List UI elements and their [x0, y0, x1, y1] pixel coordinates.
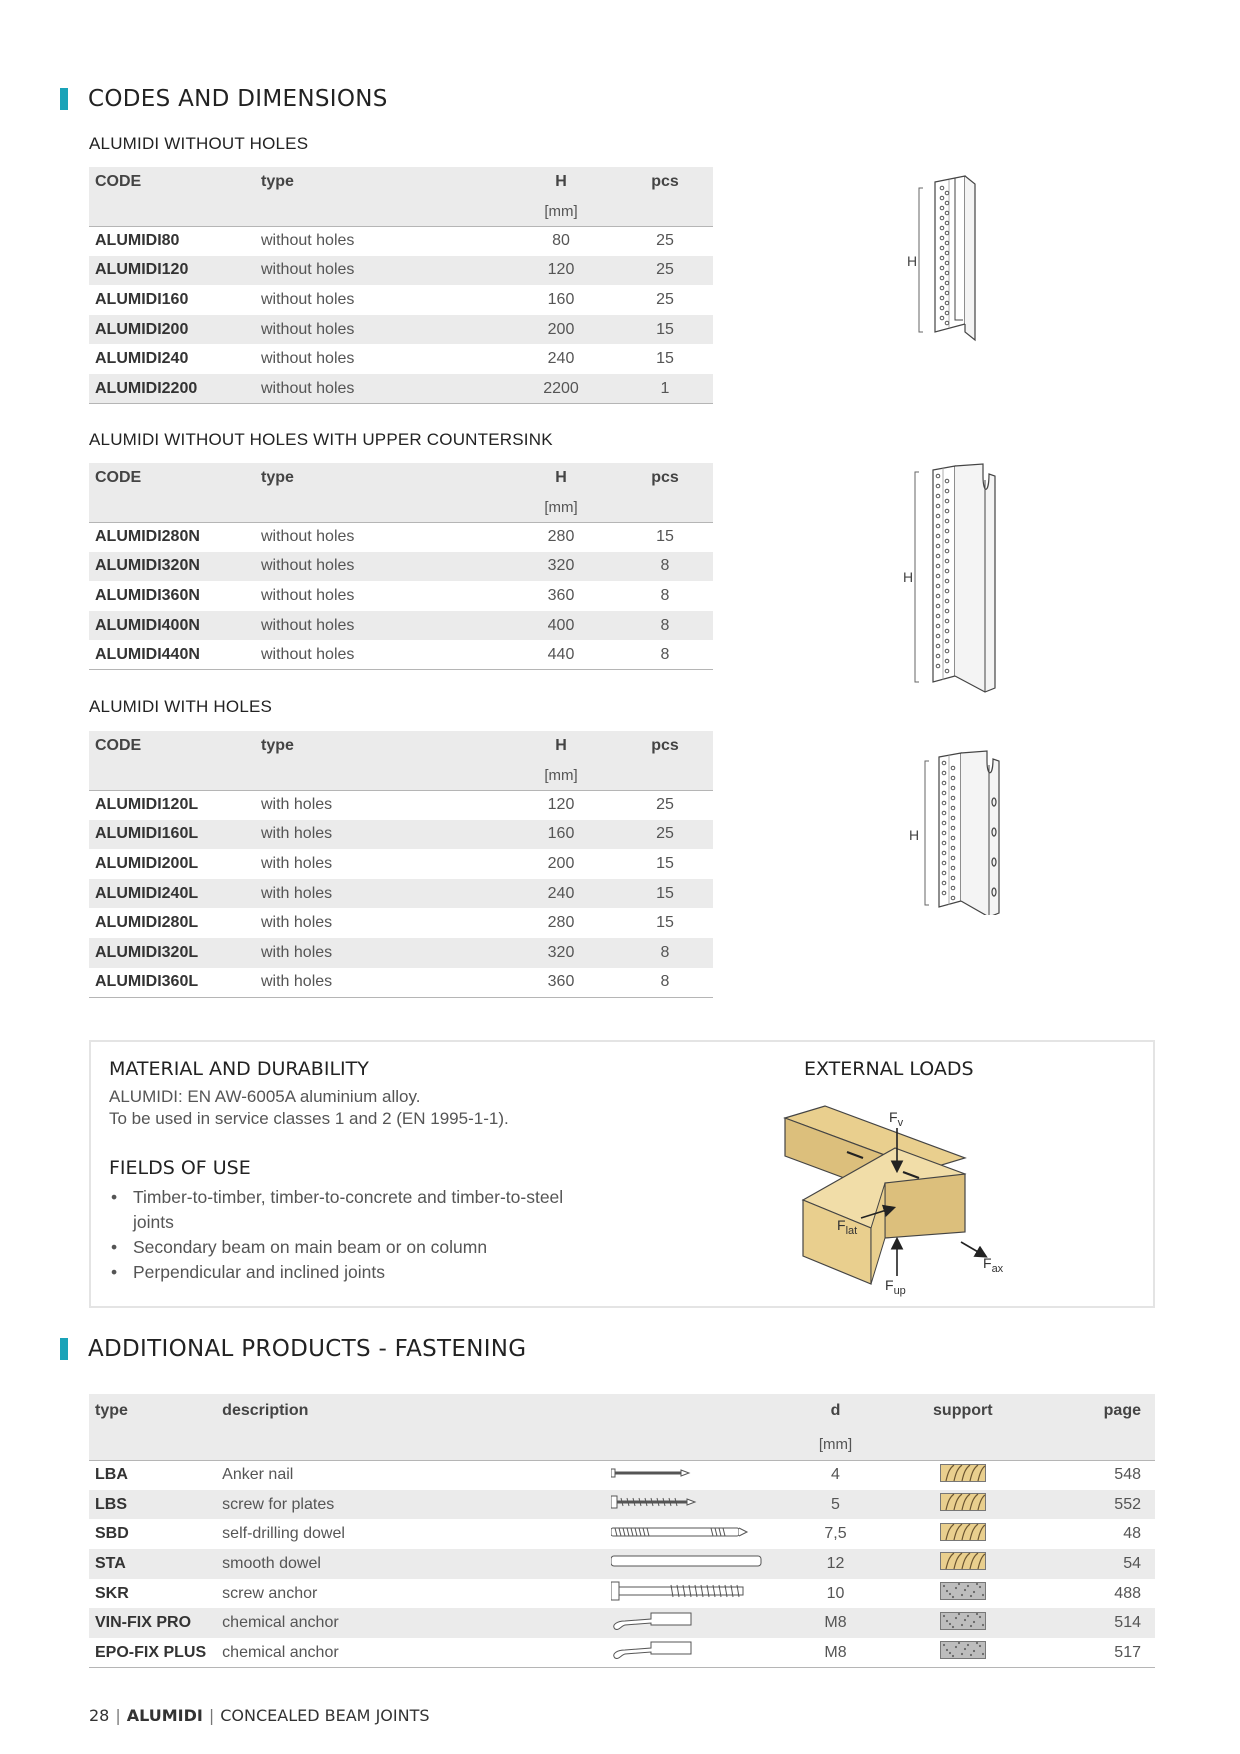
cell-h: 360 [505, 968, 617, 998]
cell-h: 160 [505, 820, 617, 850]
cell-pcs: 15 [617, 315, 713, 345]
cell-page: 488 [1114, 1584, 1141, 1602]
table-title-with-holes: ALUMIDI WITH HOLES [89, 697, 273, 716]
footer-section: CONCEALED BEAM JOINTS [220, 1706, 430, 1725]
cell-h: 360 [547, 586, 575, 604]
col-type: type [255, 167, 505, 197]
table-with-holes [89, 731, 713, 998]
h-label: H [907, 253, 918, 269]
cell-type: LBS [89, 1490, 216, 1520]
cell-description: Anker nail [222, 1466, 294, 1484]
col-type: type [89, 1394, 216, 1430]
cell-type: LBA [95, 1466, 128, 1484]
table-row [89, 1638, 1155, 1668]
alumidi-without-holes-figure [895, 170, 1015, 345]
cell-pcs: 8 [617, 611, 713, 641]
cell-description: smooth dowel [216, 1549, 605, 1579]
cell-type: with holes [255, 938, 505, 968]
cell-h: 2200 [505, 374, 617, 404]
cell-pcs: 15 [656, 350, 674, 368]
cell-type: without holes [255, 374, 505, 404]
cell-code: ALUMIDI2200 [89, 374, 255, 404]
cell-pcs: 15 [617, 879, 713, 909]
svg-text:Fv [889, 1109, 904, 1129]
cell-type: without holes [255, 611, 505, 641]
table-row [89, 226, 713, 256]
cell-page: 54 [1032, 1549, 1155, 1579]
cell-pcs: 15 [656, 914, 674, 932]
cell-h: 320 [505, 938, 617, 968]
cell-type: without holes [261, 290, 355, 308]
cell-type: with holes [255, 968, 505, 998]
col-type: type [255, 731, 505, 761]
col-support: support [894, 1394, 1031, 1430]
smooth-dowel-icon [605, 1549, 777, 1579]
h-label: H [903, 569, 914, 585]
cell-description: self-drilling dowel [222, 1525, 345, 1543]
table-row [89, 1549, 1155, 1579]
col-h-unit: [mm] [505, 761, 617, 790]
col-code: CODE [89, 463, 255, 493]
wood-support-icon [894, 1549, 1031, 1579]
col-h: H [505, 463, 617, 493]
wood-support-icon [894, 1519, 1031, 1549]
col-pcs: pcs [617, 731, 713, 761]
col-type: type [255, 463, 505, 493]
cell-type: without holes [261, 528, 355, 546]
cell-h: 120 [505, 256, 617, 286]
cell-pcs: 25 [656, 796, 674, 814]
cell-type: SBD [95, 1525, 129, 1543]
list-item: • Secondary beam on main beam or on column [109, 1235, 589, 1260]
table-row [89, 1579, 1155, 1609]
material-line-2: To be used in service classes 1 and 2 (EN 1995-1-1). [109, 1109, 509, 1128]
footer-brand: ALUMIDI [126, 1706, 203, 1725]
table-countersink [89, 463, 713, 670]
col-d-unit: [mm] [777, 1430, 894, 1460]
cell-pcs: 25 [617, 820, 713, 850]
cell-description: chemical anchor [216, 1608, 605, 1638]
cell-pcs: 8 [617, 552, 713, 582]
cell-h: 280 [547, 528, 575, 546]
cell-code: ALUMIDI120 [89, 256, 255, 286]
cell-pcs: 8 [617, 938, 713, 968]
screw-anchor-icon [605, 1579, 777, 1609]
cell-code: ALUMIDI320N [89, 552, 255, 582]
alumidi-countersink-figure [895, 460, 1015, 695]
cell-code: ALUMIDI320L [89, 938, 255, 968]
table-title-without-holes: ALUMIDI WITHOUT HOLES [89, 134, 309, 153]
cell-type: without holes [255, 315, 505, 345]
col-h-unit: [mm] [505, 493, 617, 522]
col-h-unit: [mm] [505, 197, 617, 226]
cell-page: 48 [1123, 1525, 1141, 1543]
svg-text:Fup [885, 1277, 906, 1297]
table-without-holes [89, 167, 713, 404]
cell-h: 80 [552, 232, 570, 250]
table-row [89, 1460, 1155, 1490]
table-row [89, 552, 713, 582]
table-row [89, 820, 713, 850]
table-row [89, 879, 713, 909]
cell-pcs: 25 [656, 232, 674, 250]
col-code: CODE [89, 731, 255, 761]
table-row [89, 315, 713, 345]
cell-type: without holes [255, 640, 505, 670]
cell-code: ALUMIDI160L [89, 820, 255, 850]
cell-pcs: 15 [656, 528, 674, 546]
label-fax: F [983, 1255, 992, 1271]
cell-pcs: 15 [656, 854, 674, 872]
table-row [89, 256, 713, 286]
cell-code: ALUMIDI200 [89, 315, 255, 345]
table-row [89, 938, 713, 968]
cell-pcs: 8 [617, 640, 713, 670]
cell-pcs: 1 [617, 374, 713, 404]
screw-icon [605, 1490, 777, 1520]
cell-type: EPO-FIX PLUS [89, 1638, 216, 1668]
cell-h: 320 [505, 552, 617, 582]
label-fv-sub: v [897, 1117, 904, 1129]
cell-type: with holes [261, 796, 333, 814]
table-row [89, 790, 713, 820]
info-box [89, 1040, 1155, 1308]
table-row [89, 611, 713, 641]
cell-code: ALUMIDI360N [95, 586, 200, 604]
cell-pcs: 25 [617, 256, 713, 286]
cell-d: M8 [777, 1608, 894, 1638]
concrete-support-icon [894, 1638, 1031, 1668]
cell-d: M8 [777, 1638, 894, 1668]
label-fax-sub: ax [991, 1263, 1004, 1275]
page-number: 28 [89, 1706, 110, 1725]
label-fup-sub: up [893, 1285, 906, 1297]
cell-code: ALUMIDI360L [89, 968, 255, 998]
table-row [89, 374, 713, 404]
label-fup: F [885, 1277, 894, 1293]
svg-text:Fax [983, 1255, 1004, 1275]
footer: 28 | ALUMIDI | CONCEALED BEAM JOINTS [89, 1706, 430, 1725]
page-title: CODES AND DIMENSIONS [88, 86, 388, 112]
cell-h: 160 [547, 290, 575, 308]
cell-type: with holes [261, 854, 333, 872]
table-row [89, 344, 713, 374]
col-pcs: pcs [617, 463, 713, 493]
cell-code: ALUMIDI160 [95, 290, 189, 308]
loads-title: EXTERNAL LOADS [804, 1058, 974, 1080]
cell-pcs: 25 [656, 290, 674, 308]
cell-type: with holes [255, 879, 505, 909]
cell-type: SKR [95, 1584, 129, 1602]
col-d: d [777, 1394, 894, 1430]
table-row [89, 581, 713, 611]
cell-h: 200 [505, 315, 617, 345]
cell-pcs: 8 [660, 586, 670, 604]
section-title-codes [60, 86, 388, 112]
cell-code: ALUMIDI400N [89, 611, 255, 641]
cell-code: ALUMIDI280N [95, 528, 200, 546]
cell-type: without holes [255, 256, 505, 286]
cell-type: with holes [255, 820, 505, 850]
cell-page: 514 [1032, 1608, 1155, 1638]
cell-h: 240 [547, 350, 575, 368]
list-item: • Perpendicular and inclined joints [109, 1260, 589, 1285]
additional-title: ADDITIONAL PRODUCTS - FASTENING [88, 1336, 527, 1362]
cell-code: ALUMIDI280L [95, 914, 199, 932]
cell-type: STA [89, 1549, 216, 1579]
cell-code: ALUMIDI240L [89, 879, 255, 909]
cell-h: 400 [505, 611, 617, 641]
cell-type: without holes [255, 552, 505, 582]
cell-type: VIN-FIX PRO [89, 1608, 216, 1638]
table-row [89, 849, 713, 879]
chemical-anchor-icon [605, 1638, 777, 1668]
cell-d: 10 [826, 1584, 845, 1602]
table-row [89, 1608, 1155, 1638]
cell-description: chemical anchor [216, 1638, 605, 1668]
table-title-countersink: ALUMIDI WITHOUT HOLES WITH UPPER COUNTERSINK [89, 430, 553, 449]
cell-code: ALUMIDI80 [95, 232, 180, 250]
label-flat-sub: lat [845, 1225, 858, 1237]
table-row [89, 640, 713, 670]
accent-bar [60, 1338, 68, 1360]
fields-list [109, 1185, 589, 1285]
col-page: page [1032, 1394, 1155, 1430]
material-line-1: ALUMIDI: EN AW-6005A aluminium alloy. [109, 1087, 421, 1106]
cell-type: with holes [261, 914, 333, 932]
material-title: MATERIAL AND DURABILITY [109, 1058, 369, 1080]
table-row [89, 522, 713, 552]
cell-h: 440 [505, 640, 617, 670]
cell-description: screw for plates [216, 1490, 605, 1520]
list-item: • Timber-to-timber, timber-to-concrete and timber-to-steel joints [109, 1185, 589, 1235]
table-row [89, 968, 713, 998]
chemical-anchor-icon [605, 1608, 777, 1638]
cell-h: 120 [547, 796, 575, 814]
label-flat: F [837, 1217, 846, 1233]
section-title-additional [60, 1336, 526, 1362]
cell-type: without holes [261, 350, 355, 368]
dowel-icon [605, 1519, 777, 1549]
col-h: H [505, 167, 617, 197]
cell-h: 280 [547, 914, 575, 932]
cell-page: 552 [1032, 1490, 1155, 1520]
external-loads-diagram [775, 1088, 1035, 1308]
col-code: CODE [89, 167, 255, 197]
cell-code: ALUMIDI200L [95, 854, 199, 872]
accent-bar [60, 88, 68, 110]
concrete-support-icon [894, 1608, 1031, 1638]
cell-h: 200 [547, 854, 575, 872]
wood-support-icon [894, 1460, 1031, 1490]
cell-code: ALUMIDI240 [95, 350, 189, 368]
nail-icon [605, 1460, 777, 1490]
cell-d: 12 [777, 1549, 894, 1579]
cell-pcs: 8 [617, 968, 713, 998]
cell-type: without holes [261, 586, 355, 604]
h-label: H [909, 827, 920, 843]
table-row [89, 1519, 1155, 1549]
col-pcs: pcs [617, 167, 713, 197]
fastening-table [89, 1394, 1155, 1668]
cell-page: 548 [1114, 1466, 1141, 1484]
col-description: description [216, 1394, 605, 1430]
cell-h: 240 [505, 879, 617, 909]
table-row [89, 285, 713, 315]
cell-code: ALUMIDI440N [89, 640, 255, 670]
concrete-support-icon [894, 1579, 1031, 1609]
cell-type: without holes [261, 232, 355, 250]
table-row [89, 1490, 1155, 1520]
cell-d: 5 [777, 1490, 894, 1520]
cell-description: screw anchor [222, 1584, 318, 1602]
cell-code: ALUMIDI120L [95, 796, 199, 814]
table-row [89, 908, 713, 938]
cell-d: 4 [831, 1466, 840, 1484]
cell-d: 7,5 [824, 1525, 847, 1543]
fields-title: FIELDS OF USE [109, 1157, 251, 1179]
alumidi-with-holes-figure [895, 745, 1015, 915]
wood-support-icon [894, 1490, 1031, 1520]
cell-page: 517 [1032, 1638, 1155, 1668]
label-fv: F [889, 1109, 898, 1125]
col-h: H [505, 731, 617, 761]
